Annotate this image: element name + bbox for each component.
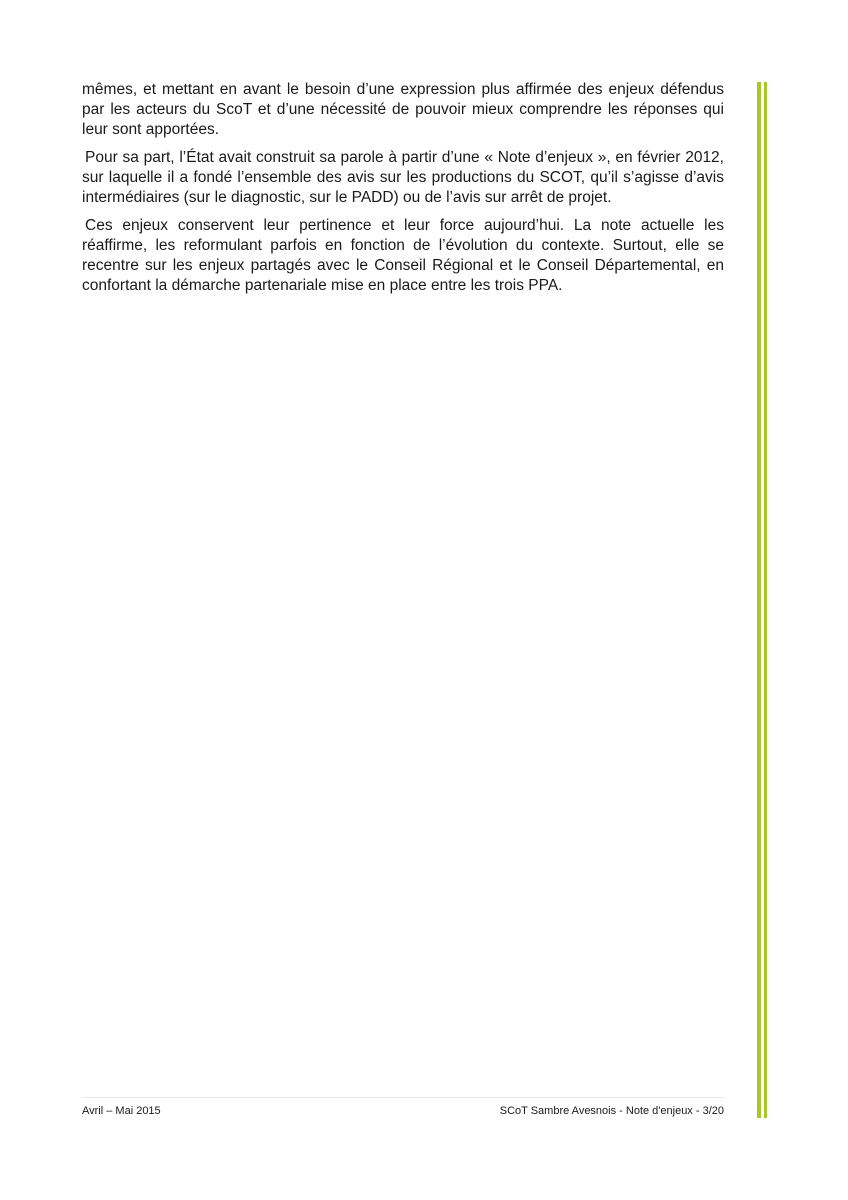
- accent-bar-right: [764, 82, 767, 1118]
- paragraph-2: Pour sa part, l’État avait construit sa parole à partir d’une « Note d’enjeux », en février 2012, sur laquelle il a fondé l’ensemble des avis sur les productions du SCOT, qu’il s’agisse d’avis intermédiaires (sur le diagnostic, sur le PADD) ou de l’avis sur arrêt de projet.: [82, 149, 724, 206]
- footer-date: Avril – Mai 2015: [82, 1105, 161, 1117]
- paragraph-1: mêmes, et mettant en avant le besoin d’une expression plus affirmée des enjeux défendus par les acteurs du ScoT et d’une nécessité de pouvoir mieux comprendre les réponses qui leur sont apportées.: [82, 81, 724, 138]
- footer-page-reference: SCoT Sambre Avesnois - Note d'enjeux - 3/20: [499, 1105, 724, 1117]
- body-text: [82, 80, 724, 304]
- accent-bar-left: [757, 82, 761, 1118]
- paragraph-3: Ces enjeux conservent leur pertinence et leur force aujourd’hui. La note actuelle les réaffirme, les reformulant parfois en fonction de l’évolution du contexte. Surtout, elle se recentre sur les enjeux partagés avec le Conseil Régional et le Conseil Départemental, en confortant la démarche partenariale mise en place entre les trois PPA.: [82, 217, 724, 294]
- footer-divider: [82, 1097, 724, 1098]
